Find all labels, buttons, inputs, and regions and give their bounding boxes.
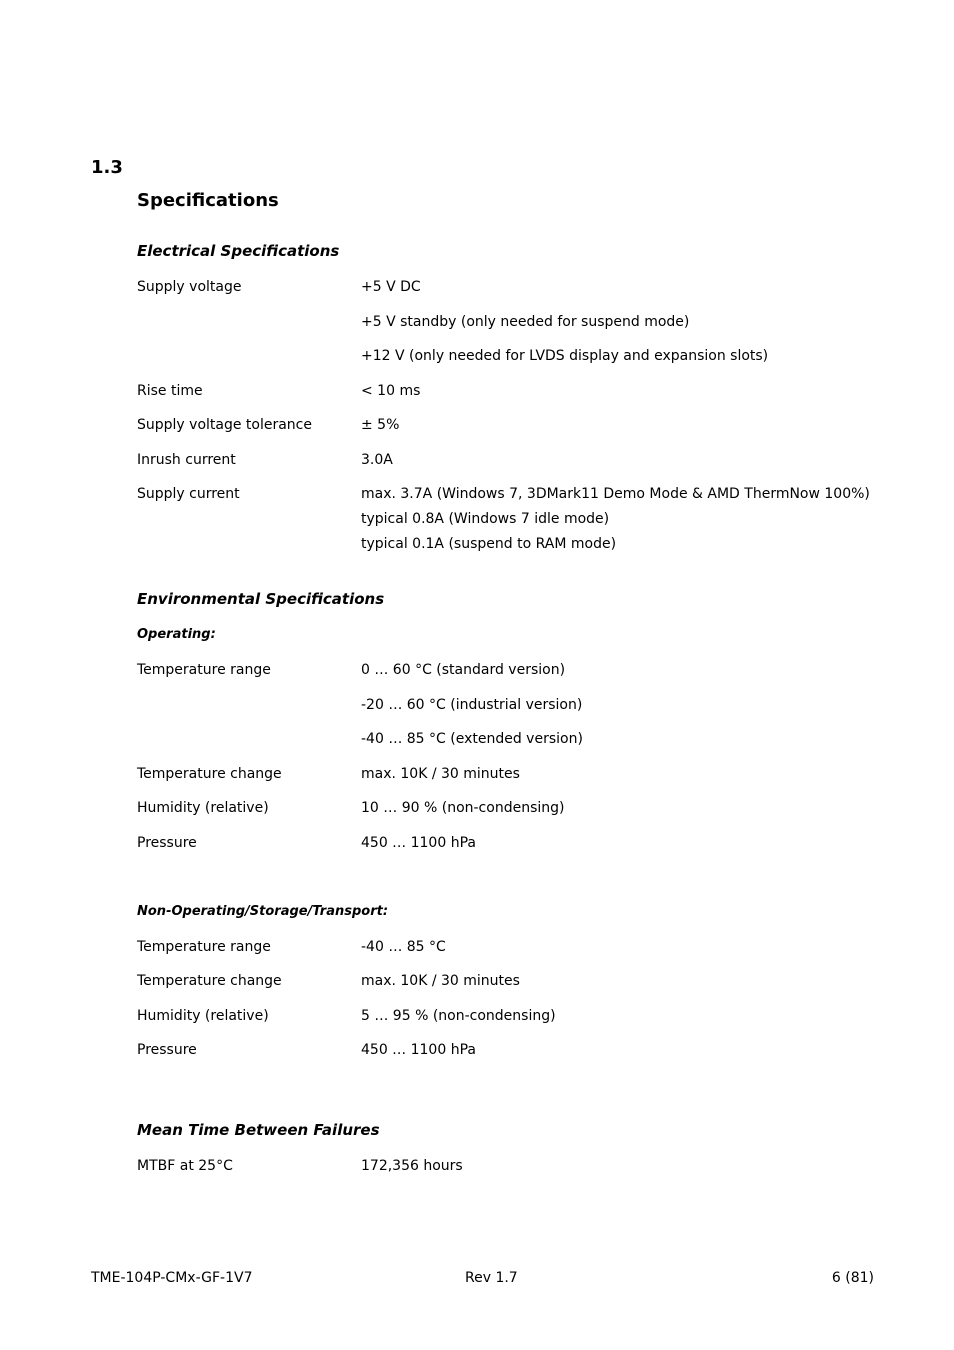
spec-value: ± 5%: [361, 417, 400, 433]
spec-label: MTBF at 25°C: [137, 1158, 233, 1174]
spec-value: typical 0.1A (suspend to RAM mode): [361, 536, 617, 552]
spec-label: Humidity (relative): [137, 1008, 269, 1024]
spec-label: Pressure: [137, 1042, 197, 1058]
spec-value: 5 … 95 % (non-condensing): [361, 1008, 556, 1024]
spec-value: 10 … 90 % (non-condensing): [361, 800, 565, 816]
spec-label: Inrush current: [137, 452, 236, 468]
spec-value: 3.0A: [361, 452, 393, 468]
spec-label: Supply voltage: [137, 279, 242, 295]
spec-label: Supply voltage tolerance: [137, 417, 312, 433]
spec-value: max. 10K / 30 minutes: [361, 973, 520, 989]
footer-page-number: 6 (81): [831, 1270, 874, 1286]
operating-heading: Operating:: [137, 627, 216, 642]
spec-label: Supply current: [137, 486, 240, 502]
spec-value: typical 0.8A (Windows 7 idle mode): [361, 511, 610, 527]
environmental-heading: Environmental Specifications: [137, 590, 385, 608]
spec-value: -40 … 85 °C: [361, 939, 446, 955]
section-number: 1.3: [91, 157, 123, 178]
spec-value: +5 V DC: [361, 279, 421, 295]
spec-label: Temperature change: [137, 973, 282, 989]
spec-label: Temperature change: [137, 766, 282, 782]
spec-value: max. 10K / 30 minutes: [361, 766, 520, 782]
spec-label: Pressure: [137, 835, 197, 851]
spec-value: 450 … 1100 hPa: [361, 835, 476, 851]
spec-value: 172,356 hours: [361, 1158, 463, 1174]
spec-value: -20 … 60 °C (industrial version): [361, 697, 583, 713]
spec-label: Temperature range: [137, 662, 271, 678]
footer-doc-id: TME-104P-CMx-GF-1V7: [91, 1270, 253, 1286]
spec-value: +5 V standby (only needed for suspend mode): [361, 314, 690, 330]
spec-label: Rise time: [137, 383, 203, 399]
spec-value: -40 … 85 °C (extended version): [361, 731, 583, 747]
non-operating-heading: Non-Operating/Storage/Transport:: [137, 904, 389, 919]
spec-value: < 10 ms: [361, 383, 421, 399]
spec-value: 450 … 1100 hPa: [361, 1042, 476, 1058]
electrical-heading: Electrical Specifications: [137, 242, 340, 260]
spec-value: +12 V (only needed for LVDS display and expansion slots): [361, 348, 769, 364]
mtbf-heading: Mean Time Between Failures: [137, 1121, 380, 1139]
spec-label: Temperature range: [137, 939, 271, 955]
spec-value: max. 3.7A (Windows 7, 3DMark11 Demo Mode & AMD ThermNow 100%): [361, 486, 870, 502]
footer-revision: Rev 1.7: [465, 1270, 518, 1286]
spec-label: Humidity (relative): [137, 800, 269, 816]
section-title: Specifications: [137, 190, 279, 211]
spec-value: 0 … 60 °C (standard version): [361, 662, 566, 678]
